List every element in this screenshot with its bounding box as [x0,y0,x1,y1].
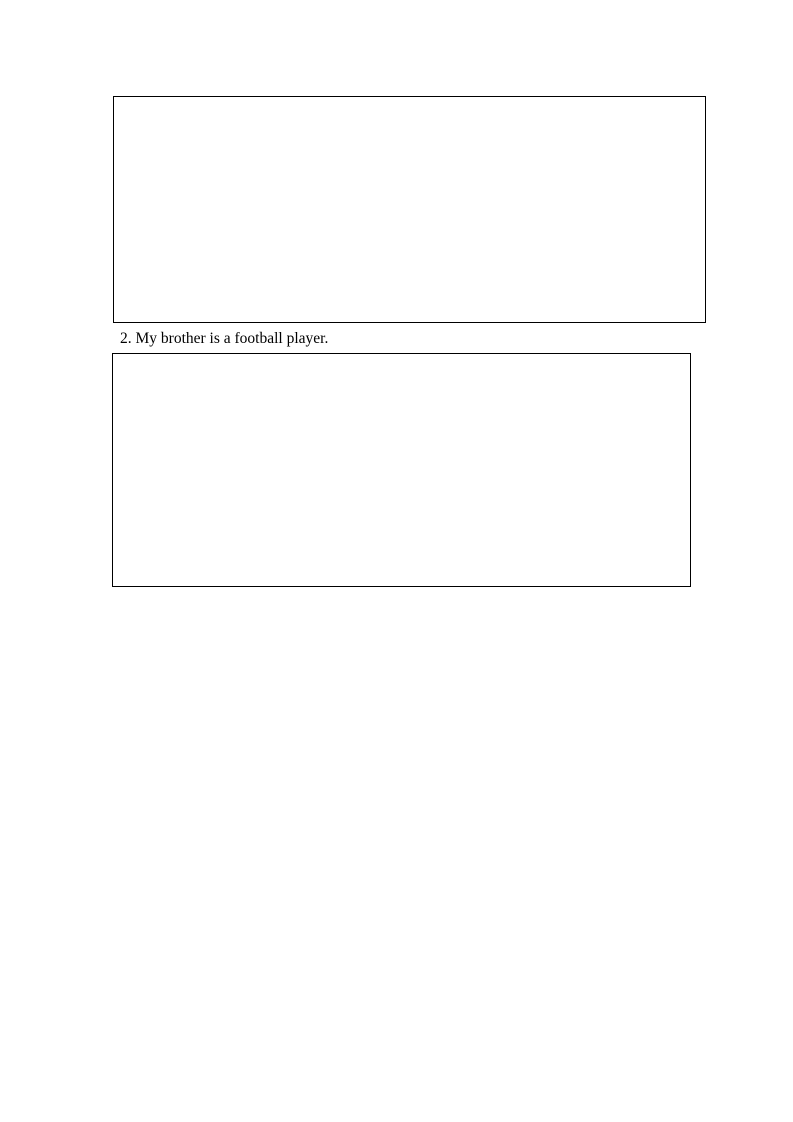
question-2-text: 2. My brother is a football player. [120,330,329,347]
empty-image-frame-top [113,96,706,323]
empty-image-frame-bottom [112,353,691,587]
